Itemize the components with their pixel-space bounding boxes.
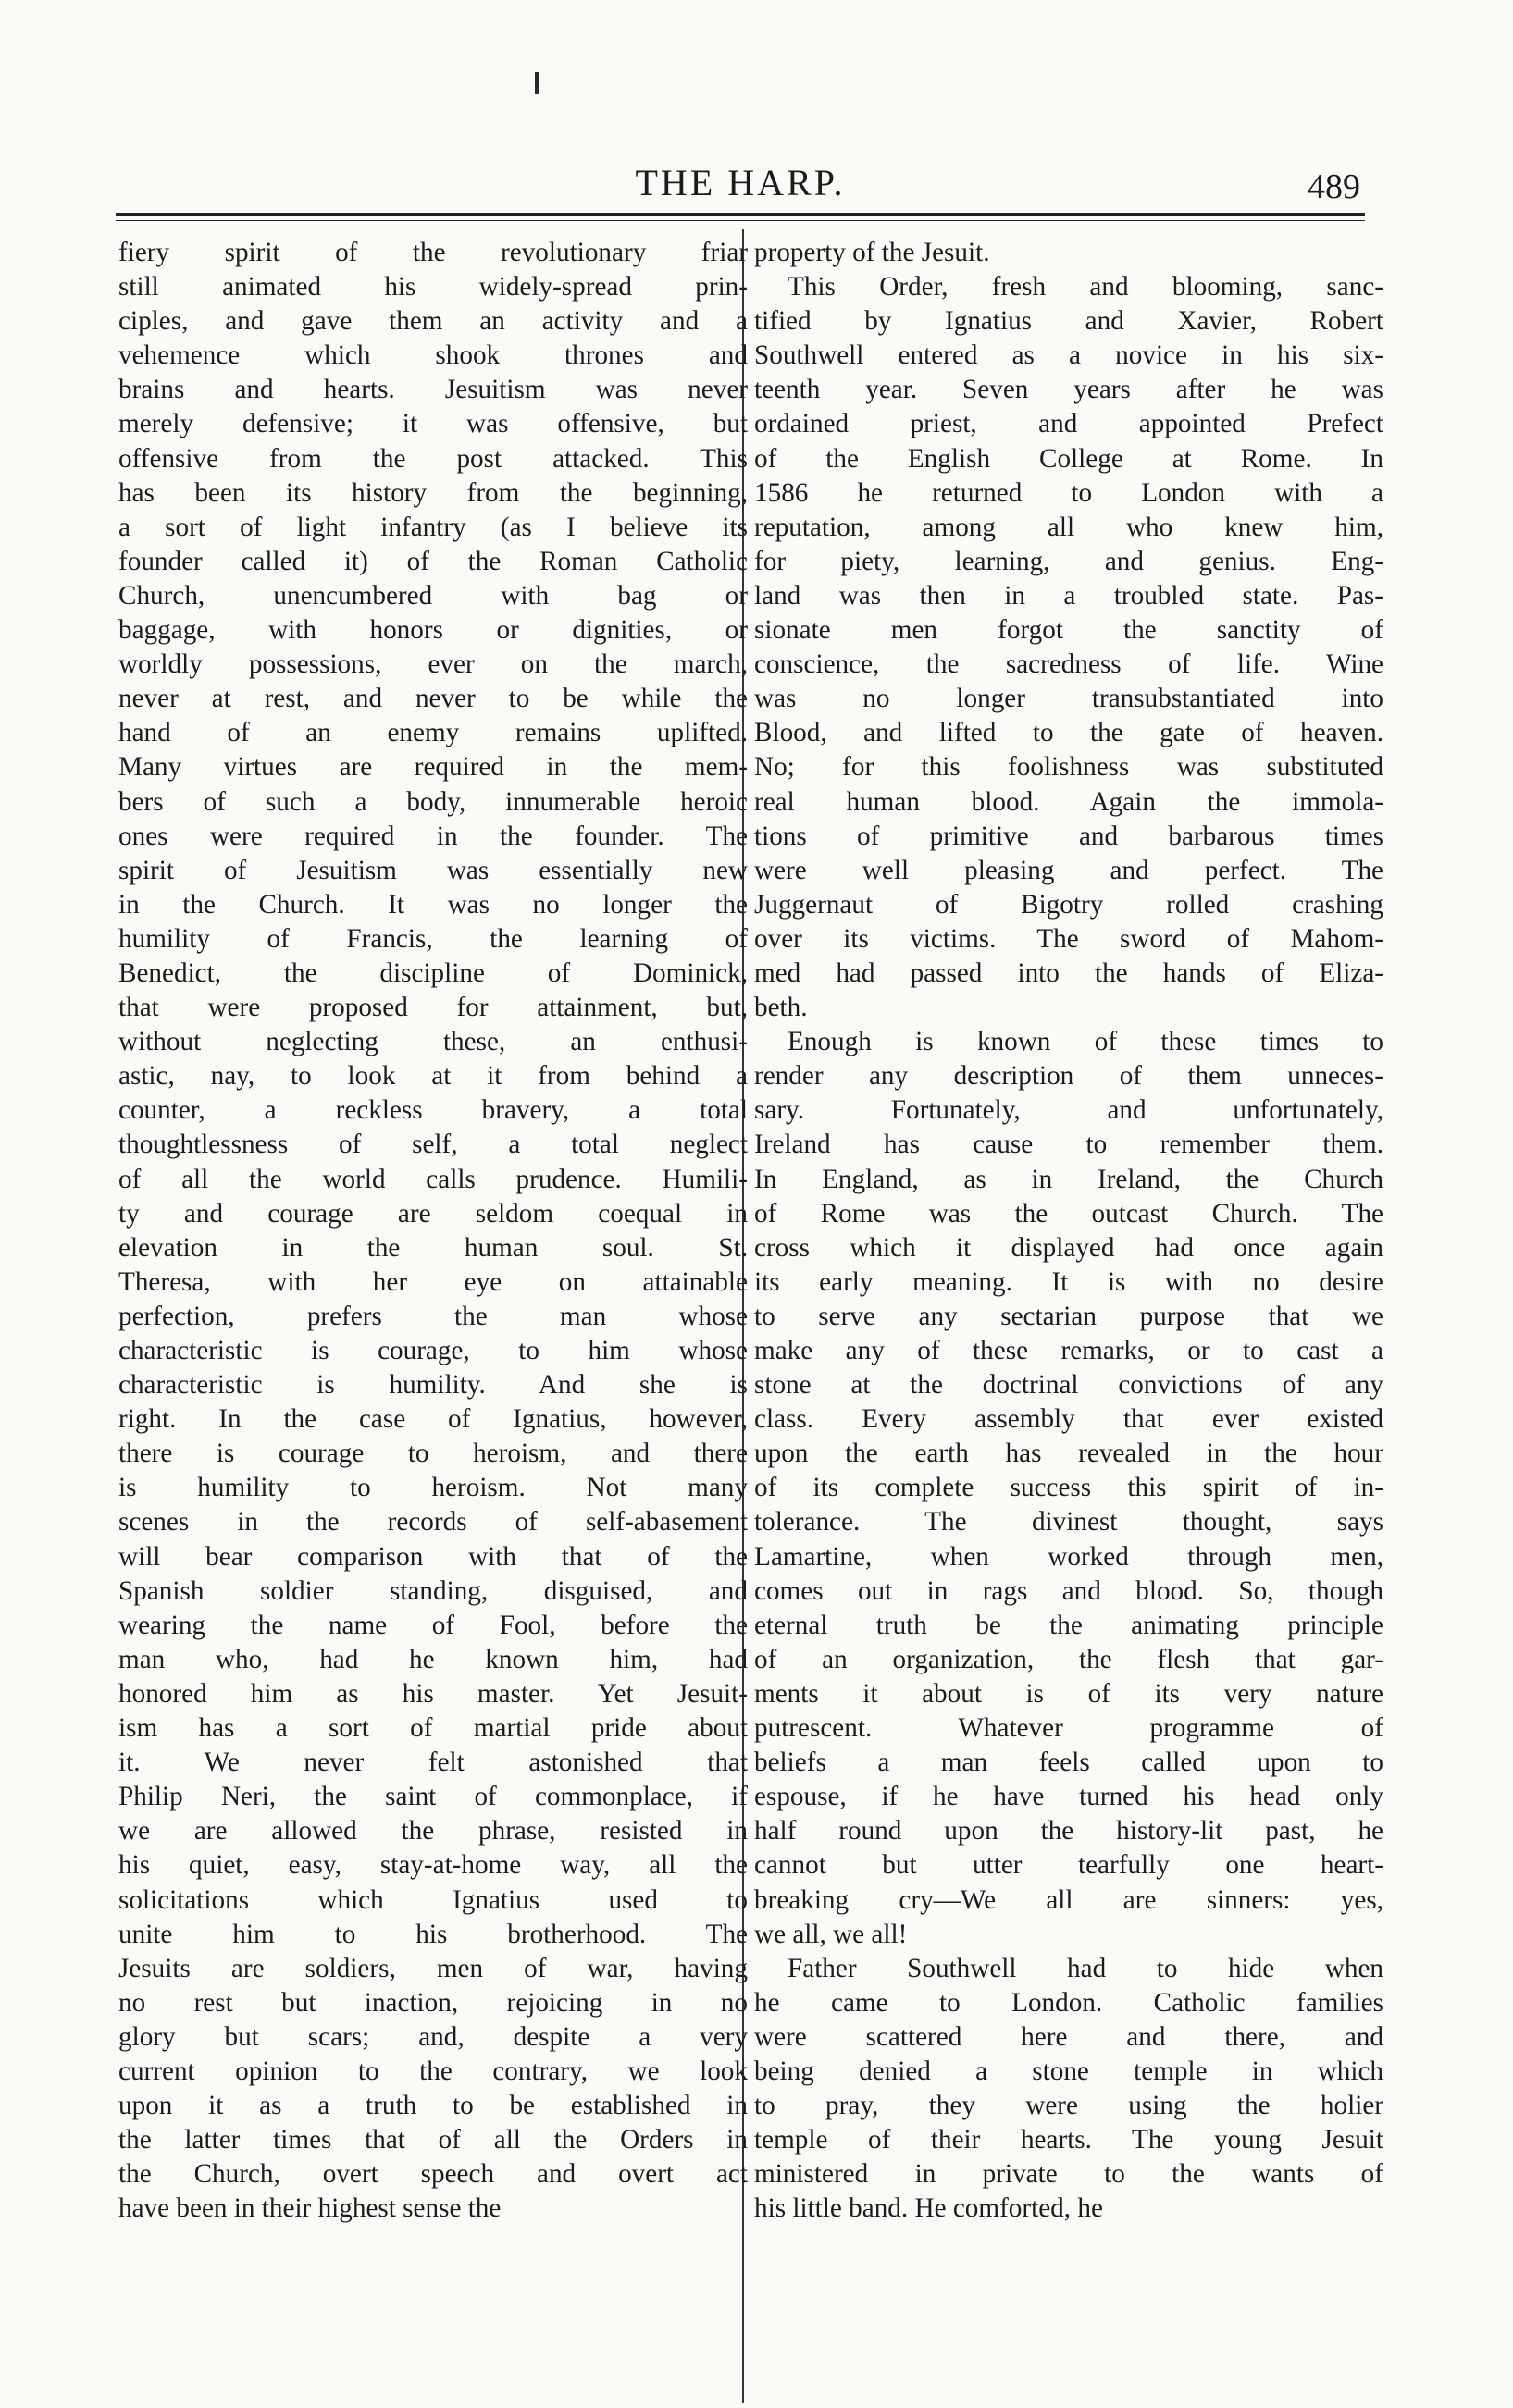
right-column-line: putrescent. Whatever programme of: [754, 1713, 1383, 1744]
right-column-line: for piety, learning, and genius. Eng-: [754, 546, 1383, 576]
left-column-line: there is courage to heroism, and there: [118, 1439, 748, 1469]
right-column-line: Southwell entered as a novice in his six-: [754, 340, 1383, 371]
right-column-line: comes out in rags and blood. So, though: [754, 1575, 1383, 1606]
right-column-line: of an organization, the flesh that gar-: [754, 1644, 1383, 1674]
right-column-line: cross which it displayed had once again: [754, 1232, 1383, 1263]
left-column-line: in the Church. It was no longer the: [118, 889, 748, 920]
right-column-line: sionate men forgot the sanctity of: [754, 615, 1383, 646]
left-column-line: Church, unencumbered with bag or: [118, 580, 748, 611]
right-column-line: No; for this foolishness was substituted: [754, 752, 1383, 783]
left-column-line: the latter times that of all the Orders in: [118, 2125, 748, 2155]
right-column-line: we all, we all!: [754, 1919, 908, 1949]
left-column-line: baggage, with honors or dignities, or: [118, 615, 748, 646]
right-column-line: being denied a stone temple in which: [754, 2056, 1383, 2086]
right-column-line: espouse, if he have turned his head only: [754, 1782, 1383, 1812]
left-column-line: vehemence which shook thrones and: [118, 340, 748, 371]
right-column-line: upon the earth has revealed in the hour: [754, 1439, 1383, 1469]
right-column-line: were scattered here and there, and: [754, 2021, 1383, 2052]
left-column-line: that were proposed for attainment, but,: [118, 993, 748, 1023]
right-column-line: Enough is known of these times to: [788, 1027, 1383, 1057]
left-column-line: still animated his widely-spread prin-: [118, 272, 748, 303]
right-column-line: render any description of them unneces-: [754, 1061, 1383, 1092]
left-column-line: of all the world calls prudence. Humili-: [118, 1164, 748, 1194]
left-column-line: upon it as a truth to be established in: [118, 2091, 748, 2121]
left-column-line: wearing the name of Fool, before the: [118, 1610, 748, 1640]
left-column-line: Jesuits are soldiers, men of war, having: [118, 1953, 748, 1983]
right-column-line: Blood, and lifted to the gate of heaven.: [754, 718, 1383, 748]
left-column-line: has been its history from the beginning,: [118, 477, 748, 508]
left-column-line: hand of an enemy remains uplifted.: [118, 718, 748, 748]
right-column-line: land was then in a troubled state. Pas-: [754, 580, 1383, 611]
left-column: [118, 236, 748, 2226]
left-column-line: spirit of Jesuitism was essentially new: [118, 855, 748, 885]
right-column-line: beth.: [754, 993, 808, 1023]
left-column-line: it. We never felt astonished that: [118, 1747, 748, 1778]
right-column-line: eternal truth be the animating principle: [754, 1610, 1383, 1640]
left-column-line: have been in their highest sense the: [118, 2193, 502, 2224]
right-column-line: property of the Jesuit.: [754, 238, 990, 267]
right-column-line: tolerance. The divinest thought, says: [754, 1507, 1383, 1537]
left-column-line: Benedict, the discipline of Dominick,: [118, 957, 748, 988]
header-rule-thin: [116, 220, 1365, 221]
right-column-line: In England, as in Ireland, the Church: [754, 1164, 1383, 1194]
right-column-line: conscience, the sacredness of life. Wine: [754, 649, 1383, 680]
right-column-line: of its complete success this spirit of in-: [754, 1473, 1383, 1503]
left-column-line: fiery spirit of the revolutionary friar: [118, 238, 748, 267]
right-column-line: to serve any sectarian purpose that we: [754, 1301, 1383, 1331]
right-column-line: of the English College at Rome. In: [754, 443, 1383, 474]
left-column-line: glory but scars; and, despite a very: [118, 2021, 748, 2052]
page-number: 489: [1308, 167, 1360, 206]
right-column-line: stone at the doctrinal convictions of any: [754, 1370, 1383, 1401]
left-column-line: we are allowed the phrase, resisted in: [118, 1816, 748, 1846]
ink-mark: [535, 72, 539, 94]
left-column-line: characteristic is courage, to him whose: [118, 1336, 748, 1365]
left-column-line: Theresa, with her eye on attainable: [118, 1266, 748, 1297]
left-column-line: astic, nay, to look at it from behind a: [118, 1061, 748, 1092]
right-column-line: This Order, fresh and blooming, sanc-: [788, 272, 1383, 303]
page-header: [116, 155, 1365, 211]
right-column-line: were well pleasing and perfect. The: [754, 855, 1383, 885]
left-column-line: without neglecting these, an enthusi-: [118, 1027, 748, 1057]
left-column-line: never at rest, and never to be while the: [118, 684, 748, 714]
right-column-line: to pray, they were using the holier: [754, 2091, 1383, 2121]
right-column-line: ments it about is of its very nature: [754, 1678, 1383, 1709]
left-column-line: Philip Neri, the saint of commonplace, if: [118, 1782, 748, 1812]
right-column-line: he came to London. Catholic families: [754, 1987, 1383, 2018]
left-column-line: Spanish soldier standing, disguised, and: [118, 1575, 748, 1606]
running-head: THE HARP.: [635, 162, 846, 204]
left-column-line: ones were required in the founder. The: [118, 821, 748, 851]
right-column-line: tions of primitive and barbarous times: [754, 821, 1383, 851]
left-column-line: is humility to heroism. Not many: [118, 1473, 748, 1503]
right-column-line: ministered in private to the wants of: [754, 2159, 1383, 2190]
right-column-line: teenth year. Seven years after he was: [754, 375, 1383, 405]
right-column-line: breaking cry—We all are sinners: yes,: [754, 1884, 1383, 1915]
left-column-line: merely defensive; it was offensive, but: [118, 409, 748, 439]
right-column-line: med had passed into the hands of Eliza-: [754, 957, 1383, 988]
left-column-line: ism has a sort of martial pride about: [118, 1713, 748, 1744]
left-column-line: honored him as his master. Yet Jesuit-: [118, 1678, 748, 1709]
left-column-line: unite him to his brotherhood. The: [118, 1919, 748, 1949]
right-column-line: make any of these remarks, or to cast a: [754, 1336, 1383, 1365]
right-column-line: half round upon the history-lit past, he: [754, 1816, 1383, 1846]
left-column-line: ty and courage are seldom coequal in: [118, 1198, 748, 1229]
right-column-line: sary. Fortunately, and unfortunately,: [754, 1095, 1383, 1126]
left-column-line: man who, had he known him, had: [118, 1644, 748, 1674]
left-column-line: worldly possessions, ever on the march,: [118, 649, 748, 680]
right-column-line: his little band. He comforted, he: [754, 2193, 1103, 2224]
right-column-line: temple of their hearts. The young Jesuit: [754, 2125, 1383, 2155]
left-column-line: will bear comparison with that of the: [118, 1541, 748, 1572]
left-column-line: ciples, and gave them an activity and a: [118, 306, 748, 337]
right-column-line: over its victims. The sword of Mahom-: [754, 923, 1383, 954]
left-column-line: bers of such a body, innumerable heroic: [118, 786, 748, 817]
right-column-line: ordained priest, and appointed Prefect: [754, 409, 1383, 439]
left-column-line: brains and hearts. Jesuitism was never: [118, 375, 748, 405]
right-column-line: its early meaning. It is with no desire: [754, 1266, 1383, 1297]
left-column-line: the Church, overt speech and overt act: [118, 2159, 748, 2190]
right-column-line: class. Every assembly that ever existed: [754, 1404, 1383, 1435]
left-column-line: humility of Francis, the learning of: [118, 923, 748, 954]
left-column-line: elevation in the human soul. St.: [118, 1232, 748, 1263]
left-column-line: counter, a reckless bravery, a total: [118, 1095, 748, 1126]
left-column-line: offensive from the post attacked. This: [118, 443, 748, 474]
left-column-line: thoughtlessness of self, a total neglect: [118, 1130, 748, 1160]
right-column-line: Ireland has cause to remember them.: [754, 1130, 1383, 1160]
right-column-line: cannot but utter tearfully one heart-: [754, 1850, 1383, 1881]
left-column-line: right. In the case of Ignatius, however,: [118, 1404, 748, 1435]
header-rule-thick: [116, 213, 1365, 216]
left-column-line: no rest but inaction, rejoicing in no: [118, 1987, 748, 2018]
left-column-line: founder called it) of the Roman Catholic: [118, 546, 748, 576]
left-column-line: a sort of light infantry (as I believe its: [118, 512, 748, 542]
right-column-line: real human blood. Again the immola-: [754, 786, 1383, 817]
left-column-line: current opinion to the contrary, we look: [118, 2056, 748, 2086]
left-column-line: perfection, prefers the man whose: [118, 1301, 748, 1331]
right-column-line: 1586 he returned to London with a: [754, 477, 1383, 508]
right-column-line: reputation, among all who knew him,: [754, 512, 1383, 542]
right-column-line: was no longer transubstantiated into: [754, 684, 1383, 714]
right-column: [754, 236, 1383, 2226]
right-column-line: of Rome was the outcast Church. The: [754, 1198, 1383, 1229]
left-column-line: solicitations which Ignatius used to: [118, 1884, 748, 1915]
left-column-line: characteristic is humility. And she is: [118, 1370, 748, 1401]
right-column-line: beliefs a man feels called upon to: [754, 1747, 1383, 1778]
left-column-line: Many virtues are required in the mem-: [118, 752, 748, 783]
left-column-line: his quiet, easy, stay-at-home way, all the: [118, 1850, 748, 1881]
left-column-line: scenes in the records of self-abasement: [118, 1507, 748, 1537]
right-column-line: Juggernaut of Bigotry rolled crashing: [754, 889, 1383, 920]
right-column-line: Lamartine, when worked through men,: [754, 1541, 1383, 1572]
right-column-line: tified by Ignatius and Xavier, Robert: [754, 306, 1383, 337]
right-column-line: Father Southwell had to hide when: [788, 1953, 1383, 1983]
